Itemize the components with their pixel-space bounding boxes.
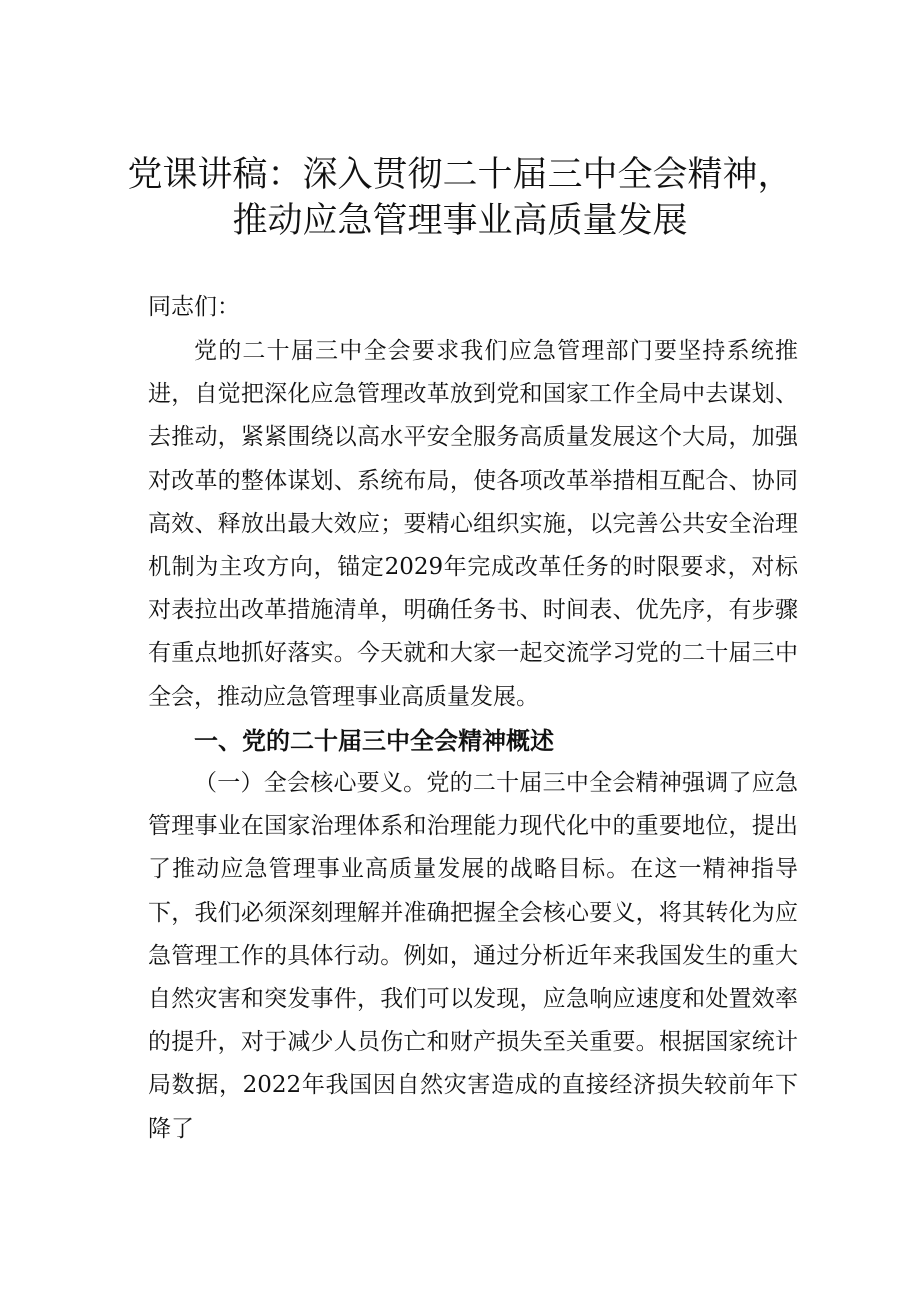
body-paragraph-intro: 党的二十届三中全会要求我们应急管理部门要坚持系统推进，自觉把深化应急管理改革放到党和国家工作全局中去谋划、去推动，紧紧围绕以高水平安全服务高质量发展这个大局，加强对改革的整体谋划、系统布局，使各项改革举措相互配合、协同高效、释放出最大效应；要精心组织实施，以完善公共安全治理机制为主攻方向，锚定2029年完成改革任务的时限要求，对标对表拉出改革措施清单，明确任务书、时间表、优先序，有步骤有重点地抓好落实。今天就和大家一起交流学习党的二十届三中全会，推动应急管理事业高质量发展。	[148, 338, 798, 710]
section-heading: 一、党的二十届三中全会精神概述	[194, 727, 554, 755]
salutation: 同志们：	[148, 294, 240, 320]
title-line-2: 推动应急管理事业高质量发展	[232, 201, 688, 241]
title-line-1: 党课讲稿：深入贯彻二十届三中全会精神，	[127, 155, 793, 195]
body-paragraph-core-essence: （一）全会核心要义。党的二十届三中全会精神强调了应急管理事业在国家治理体系和治理能力现代化中的重要地位，提出了推动应急管理事业高质量发展的战略目标。在这一精神指导下，我们必须深刻理解并准确把握全会核心要义，将其转化为应急管理工作的具体行动。例如，通过分析近年来我国发生的重大自然灾害和突发事件，我们可以发现，应急响应速度和处置效率的提升，对于减少人员伤亡和财产损失至关重要。根据国家统计局数据，2022年我国因自然灾害造成的直接经济损失较前年下降了	[148, 770, 798, 1142]
document-title	[0, 152, 920, 244]
